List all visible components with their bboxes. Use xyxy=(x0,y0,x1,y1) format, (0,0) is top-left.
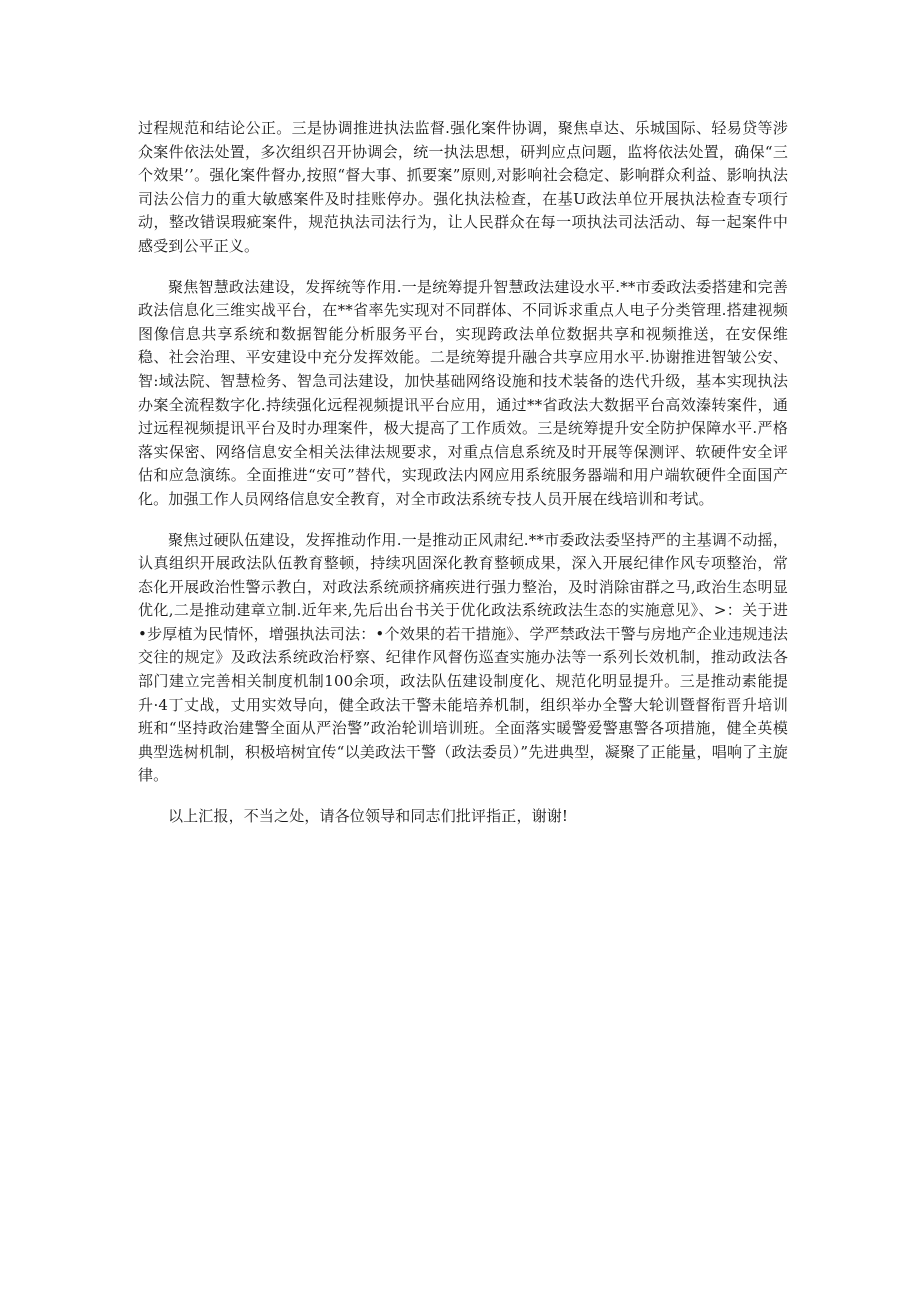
paragraph-continuation: 过程规范和结论公正。三是协调推进执法监督.强化案件协调，聚焦卓达、乐城国际、轻易贷等涉众案件依法处置，多次组织召开协调会，统一执法思想，研判应点问题，监将依法处置，确保“三个效果’’。强化案件督办,按照“督大事、抓要案”原则,对影响社会稳定、影响群众利益、影响执法司法公信力的重大敏感案件及时挂账停办。强化执法检查，在基U政法单位开展执法检查专项行动，整改错误瑕疵案件，规范执法司法行为，让人民群众在每一项执法司法活动、每一起案件中感受到公平正义。 xyxy=(138,119,788,255)
paragraph-closing: 以上汇报，不当之处，请各位领导和同志们批评指正，谢谢! xyxy=(168,807,569,826)
paragraph-team-building: 聚焦过硬队伍建设，发挥推动作用.一是推动正风肃纪.**市委政法委坚持严的主基调不动摇，认真组织开展政法队伍教育整顿，持续巩固深化教育整顿成果，深入开展纪律作风专项整治，常态化开展政治性警示教白，对政法系统顽挤痛疾进行强力整治，及时消除宙群之马,政治生态明显优化,二是推动建章立制.近年来,先后出台书关于优化政法系统政法生态的实施意见》、>：关于进•步厚植为民情怀，增强执法司法：•个效果的若干措施》、学严禁政法干警与房地产企业违规违法交往的规定》及政法系统政治杼察、纪律作风督伤巡查实施办法等一系列长效机制，推动政法各部门建立完善相关制度机制100余项，政法队伍建设制度化、规范化明显提升。三是推动素能提升·4丁丈战，丈用实效导向，健全政法干警未能培养机制，组织举办全警大轮训暨督衔晋升培训班和“坚持政治建警全面从严治警”政治轮训培训班。全面落实暖警爱警惠警各项措施，健全英模典型选树机制，积极培树宜传“以美政法干警（政法委员）”先进典型，凝聚了正能量，唱响了主旋律。 xyxy=(138,530,788,785)
paragraph-smart-politics-law: 聚焦智慧政法建设，发挥统等作用.一是统筹提升智慧政法建设水平.**市委政法委搭建和完善政法信息化三维实战平台，在**省率先实现对不同群体、不同诉求重点人电子分类管理.搭建视频图像信息共享系统和数据智能分析服务平台，实现跨政法单位数据共享和视频推送，在安保维稳、社会治理、平安建设中充分发挥效能。二是统筹提升融合共享应用水平.协谢推进智皱公安、智:域法院、智慧检务、智急司法建设，加快基础网络设施和技术装备的迭代升级，基本实现执法办案全流程数字化.持续强化远程视频提讯平台应用，通过**省政法大数据平台高效溱转案件，通过远程视频提讯平台及时办理案件，极大提高了工作质效。三是统筹提升安全防护保障水平.严格落实保密、网络信息安全相关法律法规要求，对重点信息系统及时开展等保测评、软硬件安全评估和应急演练。全面推进“安可”替代，实现政法内网应用系统服务器端和用户端软硬件全面国产化。加强工作人员网络信息安全教育，对全市政法系统专技人员开展在线培训和考试。 xyxy=(138,277,788,508)
document-body xyxy=(138,117,788,846)
